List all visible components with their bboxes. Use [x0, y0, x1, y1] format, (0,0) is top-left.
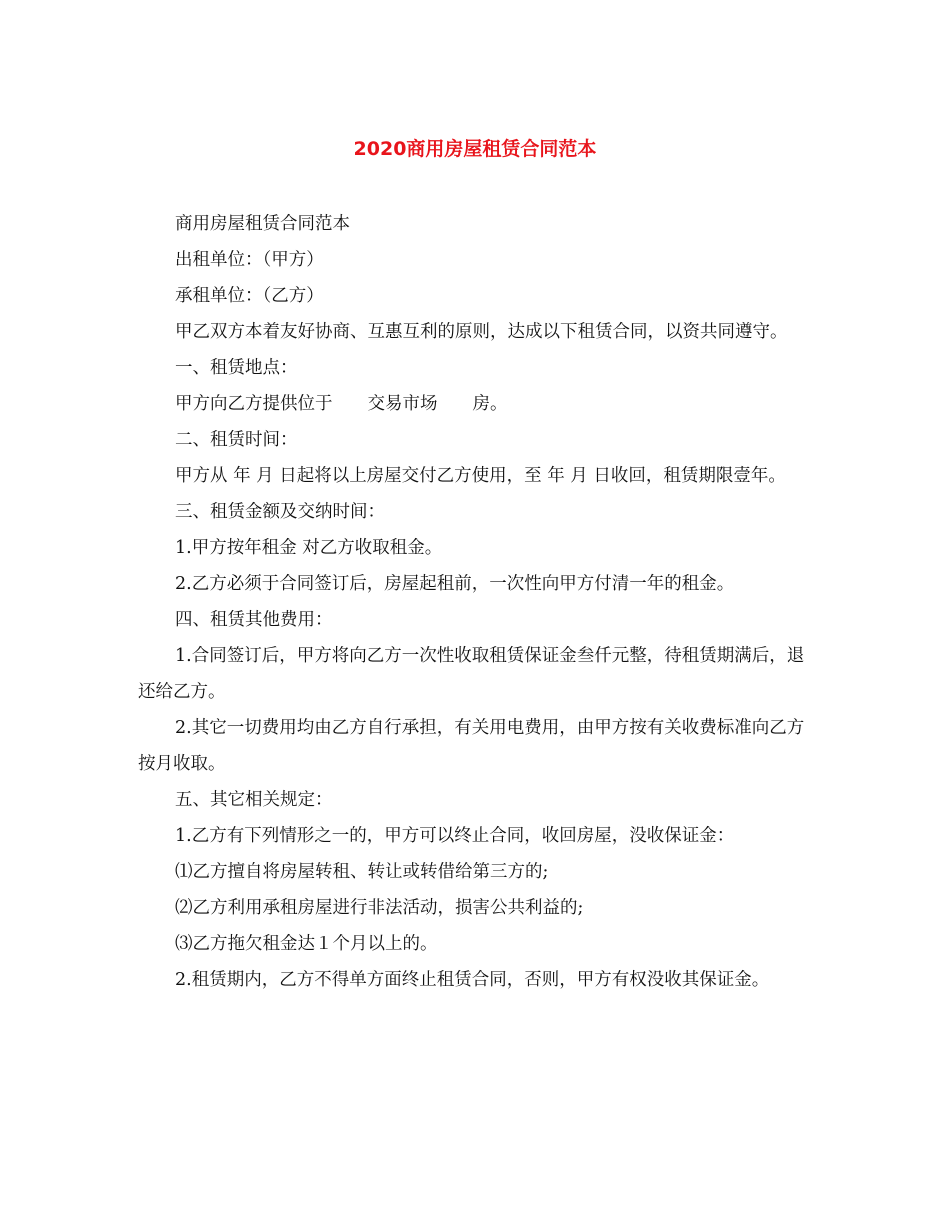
section-5-subitem-1: ⑴乙方擅自将房屋转租、转让或转借给第三方的; [175, 862, 549, 882]
section-4-item-1: 1.合同签订后，甲方将向乙方一次性收取租赁保证金叁仟元整，待租赁期满后，退还给乙方。 [138, 646, 805, 702]
section-5-subitem-3: ⑶乙方拖欠租金达１个月以上的。 [175, 934, 438, 954]
section-1-heading: 一、租赁地点： [175, 358, 298, 378]
paragraph-lessor: 出租单位：（甲方） [175, 250, 324, 270]
section-3-item-1: 1.甲方按年租金 对乙方收取租金。 [175, 538, 443, 558]
section-2-text: 甲方从 年 月 日起将以上房屋交付乙方使用，至 年 月 日收回，租赁期限壹年。 [175, 466, 786, 486]
section-5-subitem-2: ⑵乙方利用承租房屋进行非法活动，损害公共利益的; [175, 898, 584, 918]
section-5-heading: 五、其它相关规定： [175, 790, 333, 810]
paragraph-lessee: 承租单位：（乙方） [175, 286, 324, 306]
section-3-heading: 三、租赁金额及交纳时间： [175, 502, 385, 522]
paragraph-preamble: 甲乙双方本着友好协商、互惠互利的原则，达成以下租赁合同，以资共同遵守。 [175, 322, 788, 342]
document-title: 2020商用房屋租赁合同范本 [353, 138, 597, 160]
section-5-item-2: 2.租赁期内，乙方不得单方面终止租赁合同，否则，甲方有权没收其保证金。 [175, 970, 770, 990]
paragraph-heading: 商用房屋租赁合同范本 [175, 214, 350, 234]
section-2-heading: 二、租赁时间： [175, 430, 298, 450]
document-body [138, 206, 810, 998]
section-1-text: 甲方向乙方提供位于 交易市场 房。 [175, 394, 508, 414]
section-4-item-2: 2.其它一切费用均由乙方自行承担，有关用电费用，由甲方按有关收费标准向乙方按月收取。 [138, 718, 805, 774]
section-5-item-1: 1.乙方有下列情形之一的，甲方可以终止合同，收回房屋，没收保证金： [175, 826, 735, 846]
section-4-heading: 四、租赁其他费用： [175, 610, 333, 630]
section-3-item-2: 2.乙方必须于合同签订后，房屋起租前，一次性向甲方付清一年的租金。 [175, 574, 735, 594]
